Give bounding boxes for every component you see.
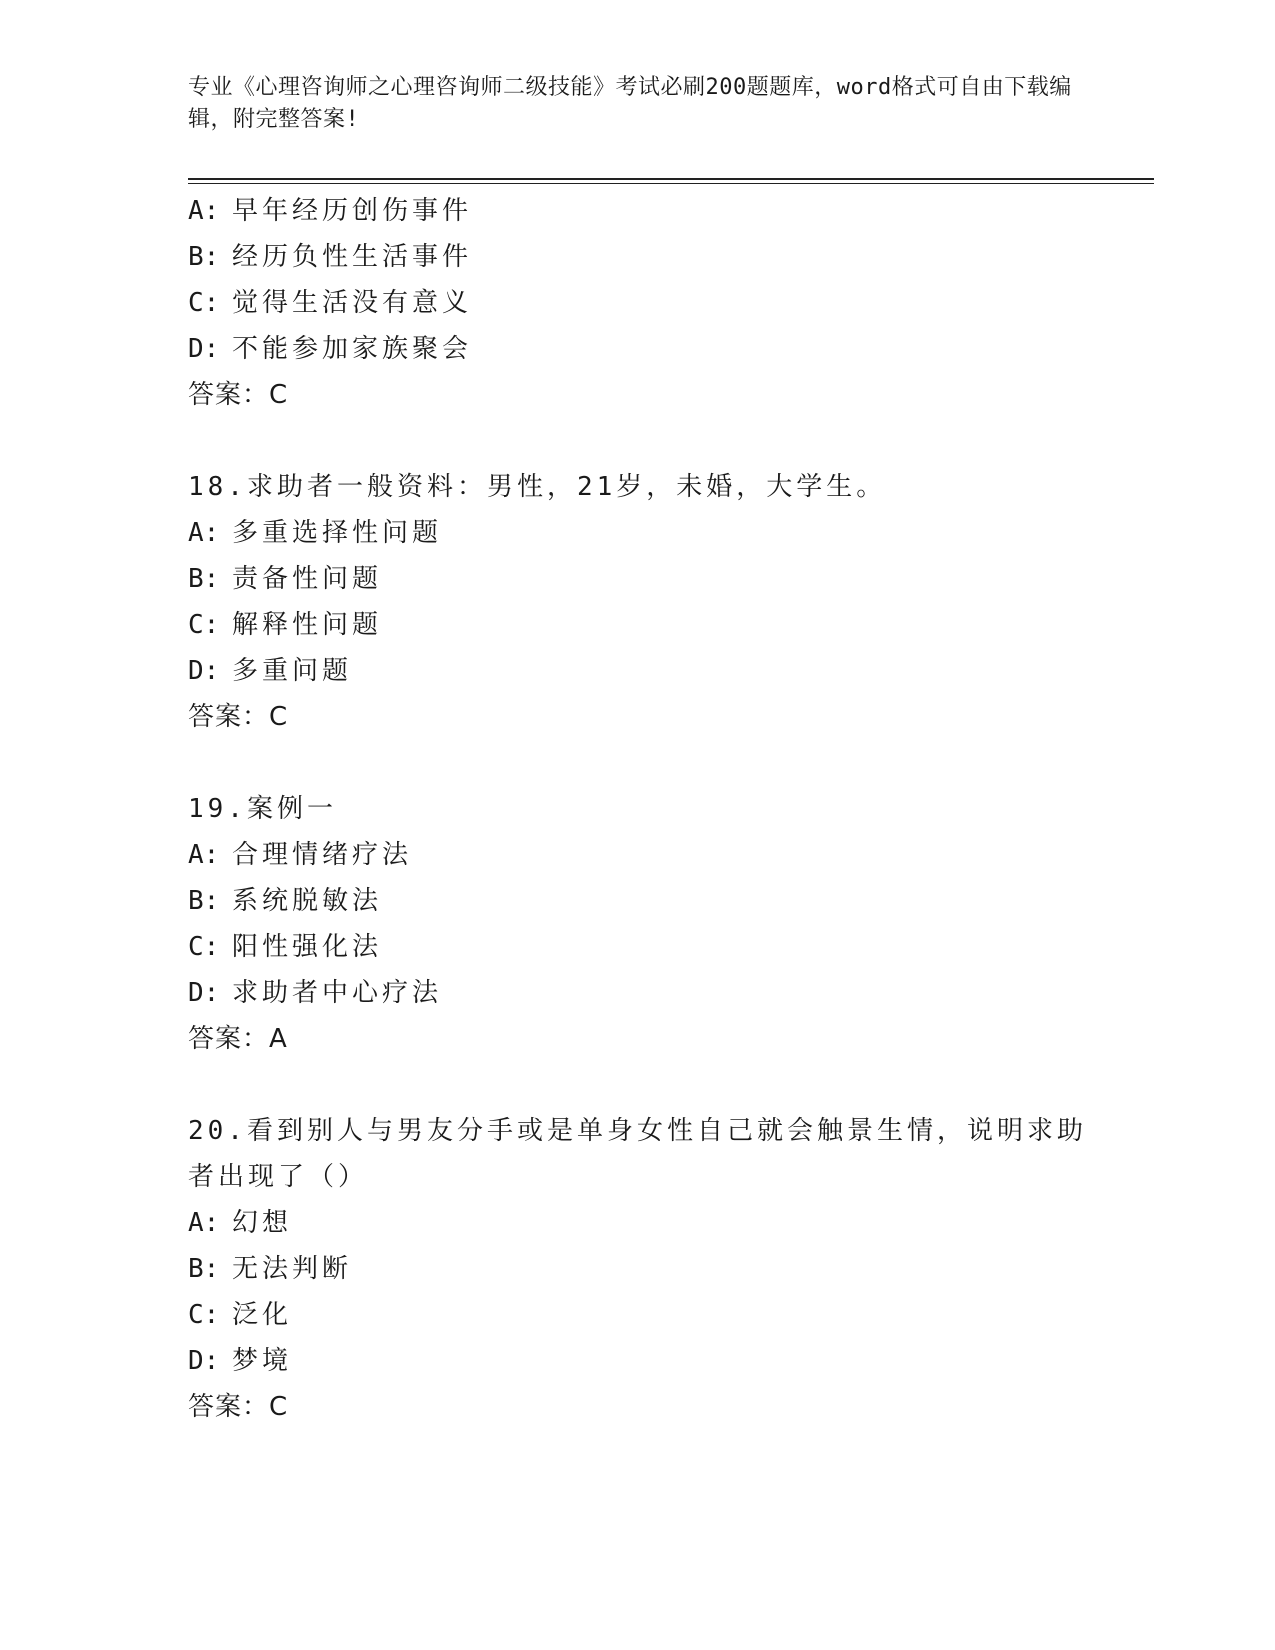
option-letter: C: <box>188 288 220 318</box>
option-d <box>188 648 1088 694</box>
option-letter: A: <box>188 196 220 226</box>
option-letter: A: <box>188 1208 220 1238</box>
question-title: 19.案例一 <box>188 794 337 824</box>
option-text: 系统脱敏法 <box>232 886 383 916</box>
question-block-18 <box>188 464 1088 740</box>
option-b <box>188 1246 1088 1292</box>
option-c <box>188 280 1088 326</box>
option-d <box>188 970 1088 1016</box>
answer-label: 答案：C <box>188 702 289 732</box>
option-text: 阳性强化法 <box>232 932 383 962</box>
option-letter: C: <box>188 610 220 640</box>
option-b <box>188 878 1088 924</box>
option-text: 多重选择性问题 <box>232 518 443 548</box>
option-a <box>188 1200 1088 1246</box>
option-b <box>188 556 1088 602</box>
option-letter: D: <box>188 1346 220 1376</box>
option-d <box>188 326 1088 372</box>
document-header: 专业《心理咨询师之心理咨询师二级技能》考试必刷200题题库，word格式可自由下载编辑，附完整答案! <box>188 75 1072 132</box>
option-text: 不能参加家族聚会 <box>232 334 473 364</box>
question-block-17 <box>188 188 1088 418</box>
option-letter: B: <box>188 1254 220 1284</box>
option-letter: D: <box>188 334 220 364</box>
option-text: 觉得生活没有意义 <box>232 288 473 318</box>
option-text: 解释性问题 <box>232 610 383 640</box>
answer-label: 答案：C <box>188 1392 289 1422</box>
question-block-20 <box>188 1108 1088 1430</box>
option-letter: A: <box>188 518 220 548</box>
option-letter: B: <box>188 886 220 916</box>
option-text: 泛化 <box>232 1300 293 1330</box>
question-block-19 <box>188 786 1088 1062</box>
option-c <box>188 924 1088 970</box>
header-rule-thick <box>188 178 1154 180</box>
question-title: 18.求助者一般资料：男性，21岁，未婚，大学生。 <box>188 472 887 502</box>
option-a <box>188 510 1088 556</box>
option-text: 梦境 <box>232 1346 293 1376</box>
option-text: 经历负性生活事件 <box>232 242 473 272</box>
option-text: 多重问题 <box>232 656 353 686</box>
option-d <box>188 1338 1088 1384</box>
option-a <box>188 832 1088 878</box>
option-text: 合理情绪疗法 <box>232 840 413 870</box>
option-letter: B: <box>188 242 220 272</box>
option-text: 责备性问题 <box>232 564 383 594</box>
option-c <box>188 602 1088 648</box>
option-letter: B: <box>188 564 220 594</box>
question-list <box>188 188 1088 1430</box>
option-a <box>188 188 1088 234</box>
answer-label: 答案：A <box>188 1024 288 1054</box>
option-letter: A: <box>188 840 220 870</box>
option-letter: D: <box>188 978 220 1008</box>
option-letter: C: <box>188 1300 220 1330</box>
answer-label: 答案：C <box>188 380 289 410</box>
option-text: 求助者中心疗法 <box>232 978 443 1008</box>
option-c <box>188 1292 1088 1338</box>
option-text: 幻想 <box>232 1208 293 1238</box>
question-title: 20.看到别人与男友分手或是单身女性自己就会触景生情，说明求助者出现了（） <box>188 1116 1087 1192</box>
option-text: 早年经历创伤事件 <box>232 196 473 226</box>
option-letter: C: <box>188 932 220 962</box>
option-b <box>188 234 1088 280</box>
header-rule-thin <box>188 183 1154 184</box>
option-text: 无法判断 <box>232 1254 353 1284</box>
option-letter: D: <box>188 656 220 686</box>
